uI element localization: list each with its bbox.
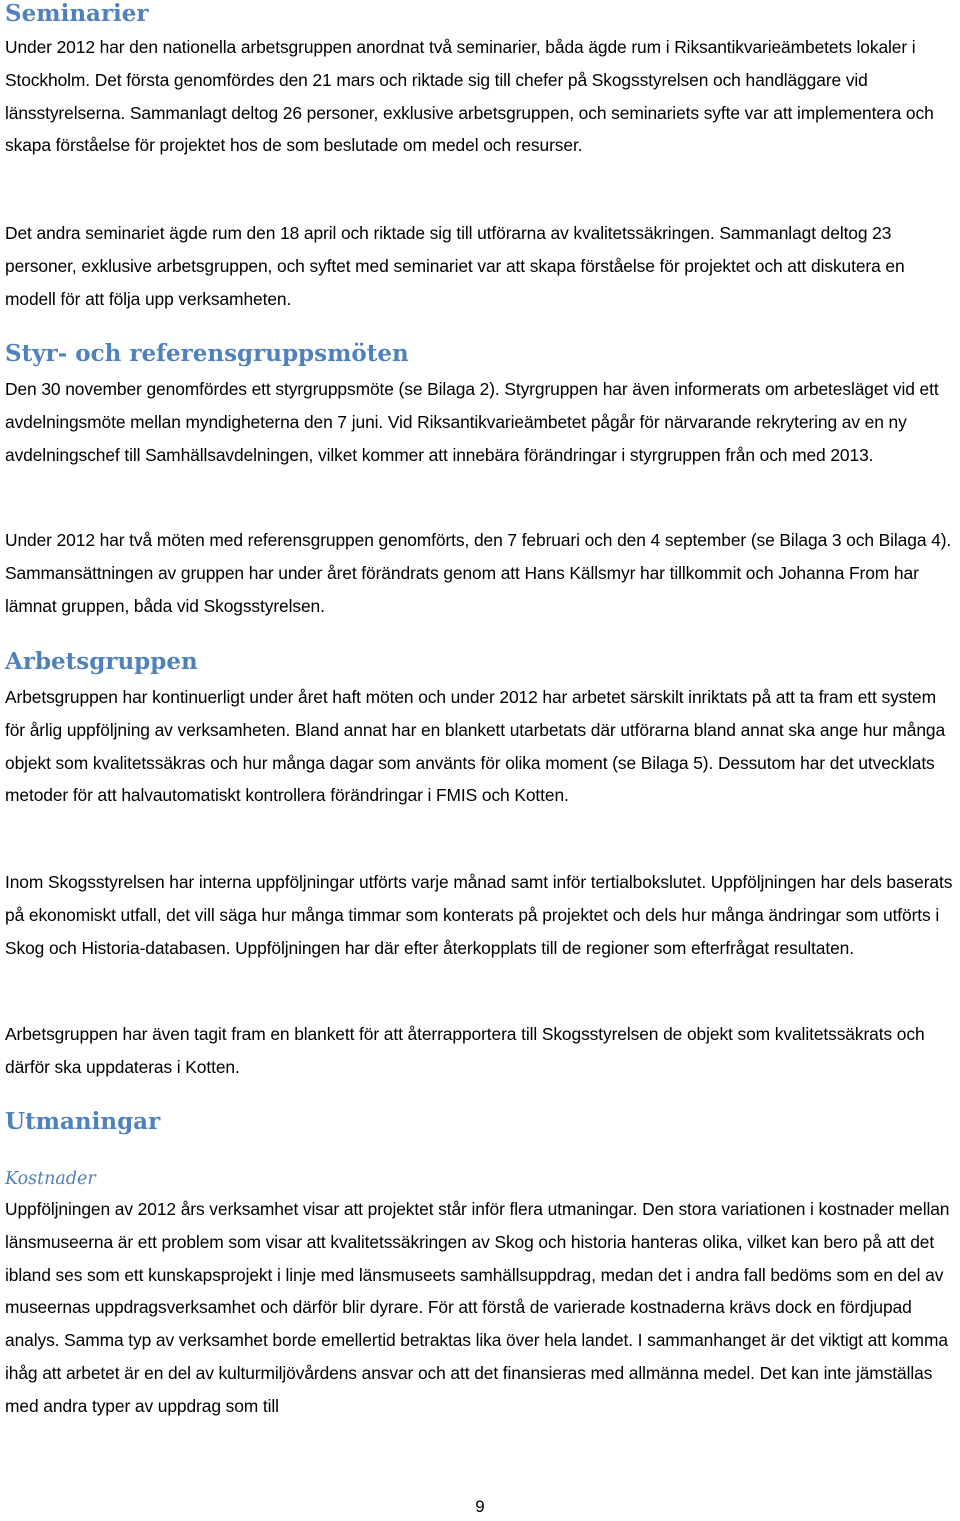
subheading-kostnader: Kostnader: [5, 1169, 96, 1189]
paragraph-seminarier-2: Det andra seminariet ägde rum den 18 april och riktade sig till utförarna av kvalitetssäkringen. Sammanlagt deltog 23 personer, exklusive arbetsgruppen, och syftet med seminariet var att skapa förståelse för projektet och att diskutera en modell för att följa upp verksamheten.: [5, 223, 905, 309]
paragraph-kostnader-1: Uppföljningen av 2012 års verksamhet visar att projektet står inför flera utmaningar. Den stora variationen i kostnader mellan länsmuseerna är ett problem som visar att kvalitetssäkringen av Skog och historia hanteras olika, vilket kan bero på att det ibland ses som ett kunskapsprojekt i linje med länsmuseets samhällsuppdrag, medan det i andra fall bedöms som en del av museernas uppdragsverksamhet och därför blir dyrare. För att förstå de varierade kostnaderna krävs dock en fördjupad analys. Samma typ av verksamhet borde emellertid betraktas lika över hela landet. I sammanhanget är det viktigt att komma ihåg att arbetet är en del av kulturmiljövårdens ansvar och att det finansieras med allmänna medel. Det kan inte jämställas med andra typer av uppdrag som till: [5, 1199, 950, 1416]
paragraph-arbetsgruppen-1: Arbetsgruppen har kontinuerligt under året haft möten och under 2012 har arbetet särskilt inriktats på att ta fram ett system för årlig uppföljning av verksamheten. Bland annat har en blankett utarbetats där utförarna bland annat ska ange hur många objekt som kvalitetssäkras och hur många dagar som använts för olika moment (se Bilaga 5). Dessutom har det utvecklats metoder för att halvautomatiskt kontrollera förändringar i FMIS och Kotten.: [5, 687, 946, 806]
section-heading-utmaningar: Utmaningar: [5, 1108, 161, 1135]
section-heading-seminarier: Seminarier: [5, 0, 149, 27]
paragraph-seminarier-1: Under 2012 har den nationella arbetsgruppen anordnat två seminarier, båda ägde rum i Riksantikvarieämbetets lokaler i Stockholm. Det första genomfördes den 21 mars och riktade sig till chefer på Skogsstyrelsen och handläggare vid länsstyrelserna. Sammanlagt deltog 26 personer, exklusive arbetsgruppen, och seminariets syfte var att implementera och skapa förståelse för projektet hos de som beslutade om medel och resurser.: [5, 37, 934, 156]
paragraph-arbetsgruppen-3: Arbetsgruppen har även tagit fram en blankett för att återrapportera till Skogsstyrelsen de objekt som kvalitetssäkrats och därför ska uppdateras i Kotten.: [5, 1024, 925, 1077]
paragraph-styr-2: Under 2012 har två möten med referensgruppen genomförts, den 7 februari och den 4 september (se Bilaga 3 och Bilaga 4). Sammansättningen av gruppen har under året förändrats genom att Hans Källsmyr har tillkommit och Johanna From har lämnat gruppen, båda vid Skogsstyrelsen.: [5, 530, 952, 616]
paragraph-arbetsgruppen-2: Inom Skogsstyrelsen har interna uppföljningar utförts varje månad samt inför tertialbokslutet. Uppföljningen har dels baserats på ekonomiskt utfall, det vill säga hur många timmar som konterats på projektet och dels hur många ändringar som utförts i Skog och Historia-databasen. Uppföljningen har där efter återkopplats till de regioner som efterfrågat resultaten.: [5, 872, 953, 958]
page-number: 9: [475, 1497, 485, 1516]
section-heading-styr: Styr- och referensgruppsmöten: [5, 340, 409, 367]
paragraph-styr-1: Den 30 november genomfördes ett styrgruppsmöte (se Bilaga 2). Styrgruppen har även informerats om arbetesläget vid ett avdelningsmöte mellan myndigheterna den 7 juni. Vid Riksantikvarieämbetet pågår för närvarande rekrytering av en ny avdelningschef till Samhällsavdelningen, vilket kommer att innebära förändringar i styrgruppen från och med 2013.: [5, 379, 939, 465]
section-heading-arbetsgruppen: Arbetsgruppen: [5, 648, 198, 675]
